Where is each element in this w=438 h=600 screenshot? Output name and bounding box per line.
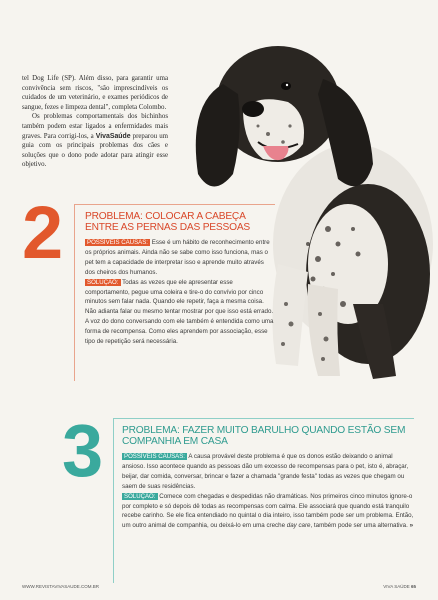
section-2-solution (85, 278, 275, 347)
page-footer (22, 584, 416, 592)
section-3-causes (122, 452, 414, 492)
solution-italic: day care (286, 522, 311, 530)
intro-paragraph-1: tel Dog Life (SP). Além disso, para garantir uma convivência sem riscos, "são imprescindíveis os cuidados de um veterinário, e exames periódicos de sangue, fezes e limpeza dental", completa Colombo. (22, 75, 168, 111)
intro-p2-end: preparou um guia com os principais problemas dos cães e soluções que o dono pode adotar para atingir esse objetivo. (22, 132, 168, 169)
magazine-name: VIVA SAÚDE (383, 584, 410, 589)
continue-arrow-icon: » (409, 522, 414, 530)
page-number: 65 (410, 584, 416, 589)
causes-text: A causa provável deste problema é que os donos estão deixando o animal ansioso. Isso acontece quando as pessoas dão um excesso de recompensas para o pet, isto é, abraçar, beijar, dar comida, conversar, brincar e fazer a chamada "grande festa" todas as vezes que chegam ou saem de suas residências. (122, 453, 409, 490)
causes-tag: POSSÍVEIS CAUSAS: (124, 453, 185, 460)
section-3-body (122, 452, 414, 531)
section-3 (113, 418, 414, 583)
intro-text (22, 74, 168, 170)
solution-text-end: , também pode ser uma alternativa. (310, 522, 408, 530)
section-2 (74, 204, 275, 381)
solution-text-start: Comece com chegadas e despedidas não dramáticas. Nos primeiros cinco minutos ignore-o por completo e só depois dê todas as recompensas com calma. Ele associará que quando está tranquilo recebe carinho. Se ele fica entendiado no quintal o dia inteiro, isso também pode ser um problema. Então, um outro animal de companhia, ou deixá-lo em uma creche (122, 492, 414, 530)
section-number-2: 2 (22, 191, 62, 274)
causes-tag: POSSÍVEIS CAUSAS: (87, 239, 148, 246)
section-2-body (85, 238, 275, 347)
solution-tag: SOLUÇÃO: (124, 492, 156, 500)
section-number-3: 3 (62, 409, 102, 492)
causes-text: Esse é um hábito de reconhecimento entre os próprios animais. Ainda não se sabe como isso funciona, mas o pet tem a capacidade de interpretar isso e aprende muito através dos cheiros dos humanos. (85, 239, 270, 276)
footer-url: WWW.REVISTAVIVASAUDE.COM.BR (22, 584, 100, 589)
section-3-title: PROBLEMA: FAZER MUITO BARULHO QUANDO ESTÃO SEM COMPANHIA EM CASA (122, 425, 406, 447)
solution-tag: SOLUÇÃO: (87, 278, 119, 286)
section-2-causes (85, 238, 275, 278)
footer-page-info (383, 584, 416, 589)
brand-name: VivaSaúde (95, 132, 131, 140)
section-3-solution (122, 492, 414, 532)
intro-paragraph-2 (22, 112, 168, 170)
section-2-title: PROBLEMA: COLOCAR A CABEÇA ENTRE AS PERNAS DAS PESSOAS (85, 211, 251, 233)
solution-text: Todas as vezes que ele apresentar esse comportamento, pegue uma coleira e tire-o do convívio por cinco minutos sem falar nada. Quando ele repetir, faça a mesma coisa. Não adianta falar ou mesmo tentar mostrar por que isso está errado. A voz do dono conversando com ele também é entendida como uma forma de recompensa. Como eles aprendem por associação, esse tipo de repetição será necessária. (85, 278, 274, 346)
intro-p2-start: Os problemas comportamentais dos bichinhos também podem estar ligados a enfermidades mais graves. Para corrigi-los, a (22, 113, 168, 140)
